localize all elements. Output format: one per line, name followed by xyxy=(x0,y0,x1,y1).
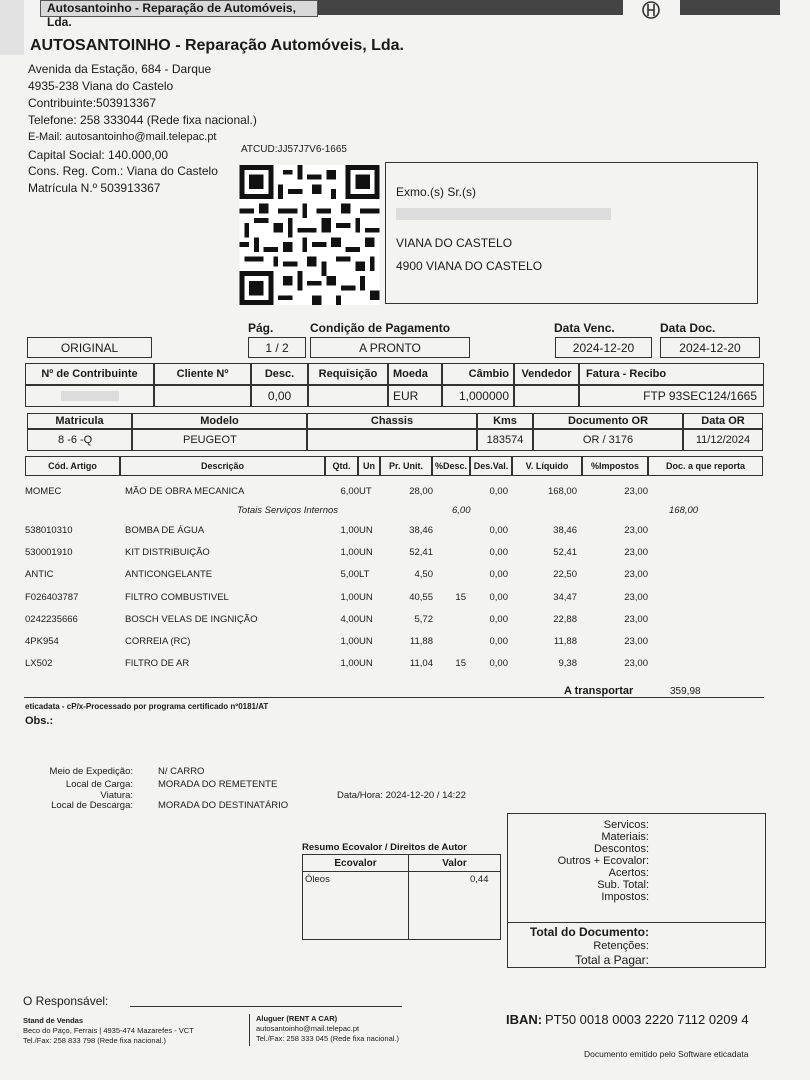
client-header-moeda: Moeda xyxy=(388,363,442,385)
totals-label-outros: Outros + Ecovalor: xyxy=(557,855,649,867)
item-dval: 0,00 xyxy=(489,658,508,669)
telefone: Telefone: 258 333044 (Rede fixa nacional.) xyxy=(28,113,257,127)
item-net: 22,50 xyxy=(553,569,577,580)
transport-label: A transportar xyxy=(564,685,634,697)
item-qtd: 4,00 xyxy=(340,614,359,625)
recipient-box xyxy=(385,162,758,304)
top-banner-dark xyxy=(318,0,623,15)
item-desc: ANTICONGELANTE xyxy=(125,569,213,580)
client-header-cliente: Cliente Nº xyxy=(154,363,251,385)
item-tax: 23,00 xyxy=(624,658,648,669)
item-dval: 0,00 xyxy=(489,486,508,497)
item-code: LX502 xyxy=(25,658,53,669)
item-code: 0242235666 xyxy=(25,614,78,625)
table-row xyxy=(0,636,810,650)
contribuinte: Contribuinte:503913367 xyxy=(28,96,157,110)
copy-label: ORIGINAL xyxy=(27,337,152,358)
rent-line1: autosantoinho@mail.telepac.pt xyxy=(256,1024,360,1033)
item-price: 52,41 xyxy=(409,547,433,558)
item-net: 52,41 xyxy=(553,547,577,558)
subtotal-value: 168,00 xyxy=(669,505,699,516)
item-qtd: 1,00 xyxy=(340,592,359,603)
item-price: 28,00 xyxy=(409,486,433,497)
company-name: AUTOSANTOINHO - Reparação Automóveis, Lda. xyxy=(30,37,404,54)
venc-value: 2024-12-20 xyxy=(555,337,652,358)
atcud: ATCUD:JJ57J7V6-1665 xyxy=(241,144,347,155)
transport-value: 359,98 xyxy=(670,686,701,697)
items-header-impostos: %Impostos xyxy=(582,456,648,476)
item-code: 538010310 xyxy=(25,525,73,536)
totals-label-servicos: Servicos: xyxy=(603,819,649,831)
client-header-fatura: Fatura - Recibo xyxy=(579,363,764,385)
subtotal-qty: 6,00 xyxy=(452,505,471,516)
table-row xyxy=(0,592,810,606)
descarga-value: MORADA DO DESTINATÁRIO xyxy=(158,800,289,811)
stand-divider xyxy=(249,1014,250,1046)
subtotal-label: Totais Serviços Internos xyxy=(237,505,339,516)
client-value-fatura: FTP 93SEC124/1665 xyxy=(579,385,764,407)
address-line1: Avenida da Estação, 684 - Darque xyxy=(28,62,212,76)
transport-divider xyxy=(24,697,764,698)
item-un: UT xyxy=(359,486,372,497)
vehicle-value-documento: OR / 3176 xyxy=(533,429,683,451)
items-header-descricao: Descrição xyxy=(120,456,325,476)
item-code: F026403787 xyxy=(25,592,79,603)
vehicle-value-matricula: 8 -6 -Q xyxy=(27,429,132,451)
ecovalor-header-name: Ecovalor xyxy=(302,854,409,872)
item-code: 530001910 xyxy=(25,547,73,558)
items-header-desval: Des.Val. xyxy=(470,456,512,476)
item-tax: 23,00 xyxy=(624,636,648,647)
item-price: 11,88 xyxy=(409,636,433,647)
pag-value: 1 / 2 xyxy=(248,337,306,358)
doc-date-label: Data Doc. xyxy=(660,321,716,335)
recipient-city: VIANA DO CASTELO xyxy=(396,236,513,250)
items-header-preco: Pr. Unit. xyxy=(380,456,432,476)
item-dval: 0,00 xyxy=(489,614,508,625)
stand-line1: Beco do Paço, Ferrais | 4935-474 Mazarefes - VCT xyxy=(23,1026,194,1035)
top-banner-dark-right xyxy=(680,0,780,15)
vehicle-value-chassis xyxy=(307,429,477,451)
client-header-desc: Desc. xyxy=(251,363,308,385)
item-net: 11,88 xyxy=(553,636,577,647)
pag-label: Pág. xyxy=(248,321,274,335)
client-value-requisicao xyxy=(308,385,388,407)
item-qtd: 1,00 xyxy=(340,658,359,669)
items-header-doc: Doc. a que reporta xyxy=(648,456,763,476)
carga-value: MORADA DO REMETENTE xyxy=(158,779,278,790)
items-header-liquido: V. Líquido xyxy=(512,456,582,476)
subtotal-row xyxy=(0,505,810,519)
ecovalor-value: 0,44 xyxy=(470,874,489,885)
item-net: 34,47 xyxy=(553,592,577,603)
item-price: 38,46 xyxy=(409,525,433,536)
table-row xyxy=(0,569,810,583)
vehicle-value-kms: 183574 xyxy=(477,429,533,451)
condicao-value: A PRONTO xyxy=(310,337,470,358)
totals-labels xyxy=(507,819,649,903)
total-documento-label: Total do Documento: xyxy=(529,925,649,939)
recipient-postal: 4900 VIANA DO CASTELO xyxy=(396,259,543,273)
item-desc: BOMBA DE ÁGUA xyxy=(125,525,205,536)
item-code: 4PK954 xyxy=(25,636,59,647)
recipient-greeting: Exmo.(s) Sr.(s) xyxy=(396,185,476,199)
client-header-vendedor: Vendedor xyxy=(514,363,579,385)
matricula-empresa: Matrícula N.º 503913367 xyxy=(28,181,161,195)
capital-social: Capital Social: 140.000,00 xyxy=(28,148,169,162)
item-price: 11,04 xyxy=(409,658,433,669)
stand-line2: Tel./Fax: 258 833 798 (Rede fixa nacional.) xyxy=(23,1036,167,1045)
rent-title: Aluguer (RENT A CAR) xyxy=(256,1014,338,1023)
ecovalor-col-divider xyxy=(408,871,409,940)
exped-label: Meio de Expedição: xyxy=(49,766,133,777)
item-disc: 15 xyxy=(455,592,466,603)
item-un: UN xyxy=(359,658,373,669)
vehicle-header-data-or: Data OR xyxy=(683,413,763,429)
address-line2: 4935-238 Viana do Castelo xyxy=(28,79,174,93)
item-price: 40,55 xyxy=(409,592,433,603)
item-un: UN xyxy=(359,592,373,603)
vehicle-value-modelo: PEUGEOT xyxy=(132,429,307,451)
ecovalor-item: Óleos xyxy=(305,874,330,885)
bosch-logo-icon xyxy=(626,0,676,22)
totals-label-subtotal: Sub. Total: xyxy=(597,879,649,891)
item-un: UN xyxy=(359,547,373,558)
item-tax: 23,00 xyxy=(624,547,648,558)
email: E-Mail: autosantoinho@mail.telepac.pt xyxy=(28,131,217,143)
rent-line2: Tel./Fax: 258 333 045 (Rede fixa nacional.) xyxy=(256,1034,400,1043)
vehicle-header-matricula: Matricula xyxy=(27,413,132,429)
item-dval: 0,00 xyxy=(489,547,508,558)
item-net: 168,00 xyxy=(547,486,577,497)
table-row xyxy=(0,658,810,672)
totals-label-descontos: Descontos: xyxy=(593,843,649,855)
top-banner-text: Autosantoinho - Reparação de Automóveis, Lda. xyxy=(47,1,296,29)
item-dval: 0,00 xyxy=(489,636,508,647)
item-disc: 15 xyxy=(455,658,466,669)
item-desc: BOSCH VELAS DE INGNIÇÃO xyxy=(125,614,258,625)
item-tax: 23,00 xyxy=(624,525,648,536)
recipient-name-redacted xyxy=(396,208,611,220)
items-header-un: Un xyxy=(358,456,380,476)
iban-label: IBAN: xyxy=(506,1012,543,1027)
vehicle-header-kms: Kms xyxy=(477,413,533,429)
items-header-qtd: Qtd. xyxy=(325,456,358,476)
retencoes-label: Retenções: xyxy=(593,940,649,952)
data-hora: Data/Hora: 2024-12-20 / 14:22 xyxy=(337,790,466,801)
item-qtd: 5,00 xyxy=(340,569,359,580)
vehicle-header-documento: Documento OR xyxy=(533,413,683,429)
item-price: 5,72 xyxy=(414,614,433,625)
emitted-by: Documento emitido pelo Software eticadata xyxy=(584,1049,749,1059)
item-un: UN xyxy=(359,614,373,625)
item-dval: 0,00 xyxy=(489,525,508,536)
item-qtd: 1,00 xyxy=(340,636,359,647)
top-banner xyxy=(40,0,318,29)
contribuinte-redacted xyxy=(61,391,119,401)
vehicle-value-data-or: 11/12/2024 xyxy=(683,429,763,451)
table-row xyxy=(0,547,810,561)
software-line: eticadata - cP/x-Processado por programa certificado nº0181/AT xyxy=(25,702,269,711)
item-tax: 23,00 xyxy=(624,569,648,580)
totals-label-materiais: Materiais: xyxy=(601,831,649,843)
items-header-codigo: Cód. Artigo xyxy=(25,456,120,476)
item-price: 4,50 xyxy=(414,569,433,580)
client-value-moeda: EUR xyxy=(388,385,442,407)
client-value-desc: 0,00 xyxy=(251,385,308,407)
condicao-label: Condição de Pagamento xyxy=(310,321,451,335)
item-desc: KIT DISTRIBUIÇÃO xyxy=(125,547,210,558)
item-code: ANTIC xyxy=(25,569,54,580)
client-value-cliente xyxy=(154,385,251,407)
item-qtd: 1,00 xyxy=(340,525,359,536)
item-un: UN xyxy=(359,636,373,647)
item-tax: 23,00 xyxy=(624,486,648,497)
table-row xyxy=(0,525,810,539)
stand-title: Stand de Vendas xyxy=(23,1016,84,1025)
item-dval: 0,00 xyxy=(489,592,508,603)
doc-date-value: 2024-12-20 xyxy=(660,337,760,358)
item-net: 9,38 xyxy=(558,658,577,669)
descarga-label: Local de Descarga: xyxy=(51,800,133,811)
client-value-contribuinte xyxy=(25,385,154,407)
venc-label: Data Venc. xyxy=(554,321,615,335)
item-net: 22,88 xyxy=(553,614,577,625)
client-header-cambio: Câmbio xyxy=(442,363,514,385)
vehicle-header-chassis: Chassis xyxy=(307,413,477,429)
item-net: 38,46 xyxy=(553,525,577,536)
item-tax: 23,00 xyxy=(624,592,648,603)
item-desc: FILTRO COMBUSTIVEL xyxy=(125,592,229,603)
ecovalor-title: Resumo Ecovalor / Direitos de Autor xyxy=(302,842,467,853)
totals-label-impostos: Impostos: xyxy=(601,891,649,903)
registo-comercial: Cons. Reg. Com.: Viana do Castelo xyxy=(28,164,218,178)
client-value-vendedor xyxy=(514,385,579,407)
total-pagar-label: Total a Pagar: xyxy=(574,953,649,967)
table-row xyxy=(0,486,810,500)
qr-code-icon xyxy=(238,165,381,305)
responsavel-label: O Responsável: xyxy=(23,994,109,1008)
item-desc: FILTRO DE AR xyxy=(125,658,190,669)
item-qtd: 6,00 xyxy=(340,486,359,497)
client-header-requisicao: Requisição xyxy=(308,363,388,385)
item-code: MOMEC xyxy=(25,486,62,497)
totals-label-acertos: Acertos: xyxy=(608,867,649,879)
item-desc: CORREIA (RC) xyxy=(125,636,191,647)
item-desc: MÃO DE OBRA MECANICA xyxy=(125,486,245,497)
exped-value: N/ CARRO xyxy=(158,766,205,777)
item-qtd: 1,00 xyxy=(340,547,359,558)
item-un: UN xyxy=(359,525,373,536)
table-row xyxy=(0,614,810,628)
item-un: LT xyxy=(359,569,370,580)
ecovalor-header-value: Valor xyxy=(408,854,501,872)
client-header-contribuinte: Nº de Contribuinte xyxy=(25,363,154,385)
iban-value: PT50 0018 0003 2220 7112 0209 4 xyxy=(545,1012,749,1027)
page-edge-stamp xyxy=(0,0,24,55)
item-dval: 0,00 xyxy=(489,569,508,580)
viatura-label: Viatura: xyxy=(100,790,133,801)
client-value-cambio: 1,000000 xyxy=(442,385,514,407)
item-tax: 23,00 xyxy=(624,614,648,625)
vehicle-header-modelo: Modelo xyxy=(132,413,307,429)
obs-label: Obs.: xyxy=(25,715,54,727)
items-header-desc: %Desc. xyxy=(432,456,470,476)
totals-divider xyxy=(507,922,766,923)
signature-line xyxy=(130,1006,402,1007)
carga-label: Local de Carga: xyxy=(65,779,133,790)
